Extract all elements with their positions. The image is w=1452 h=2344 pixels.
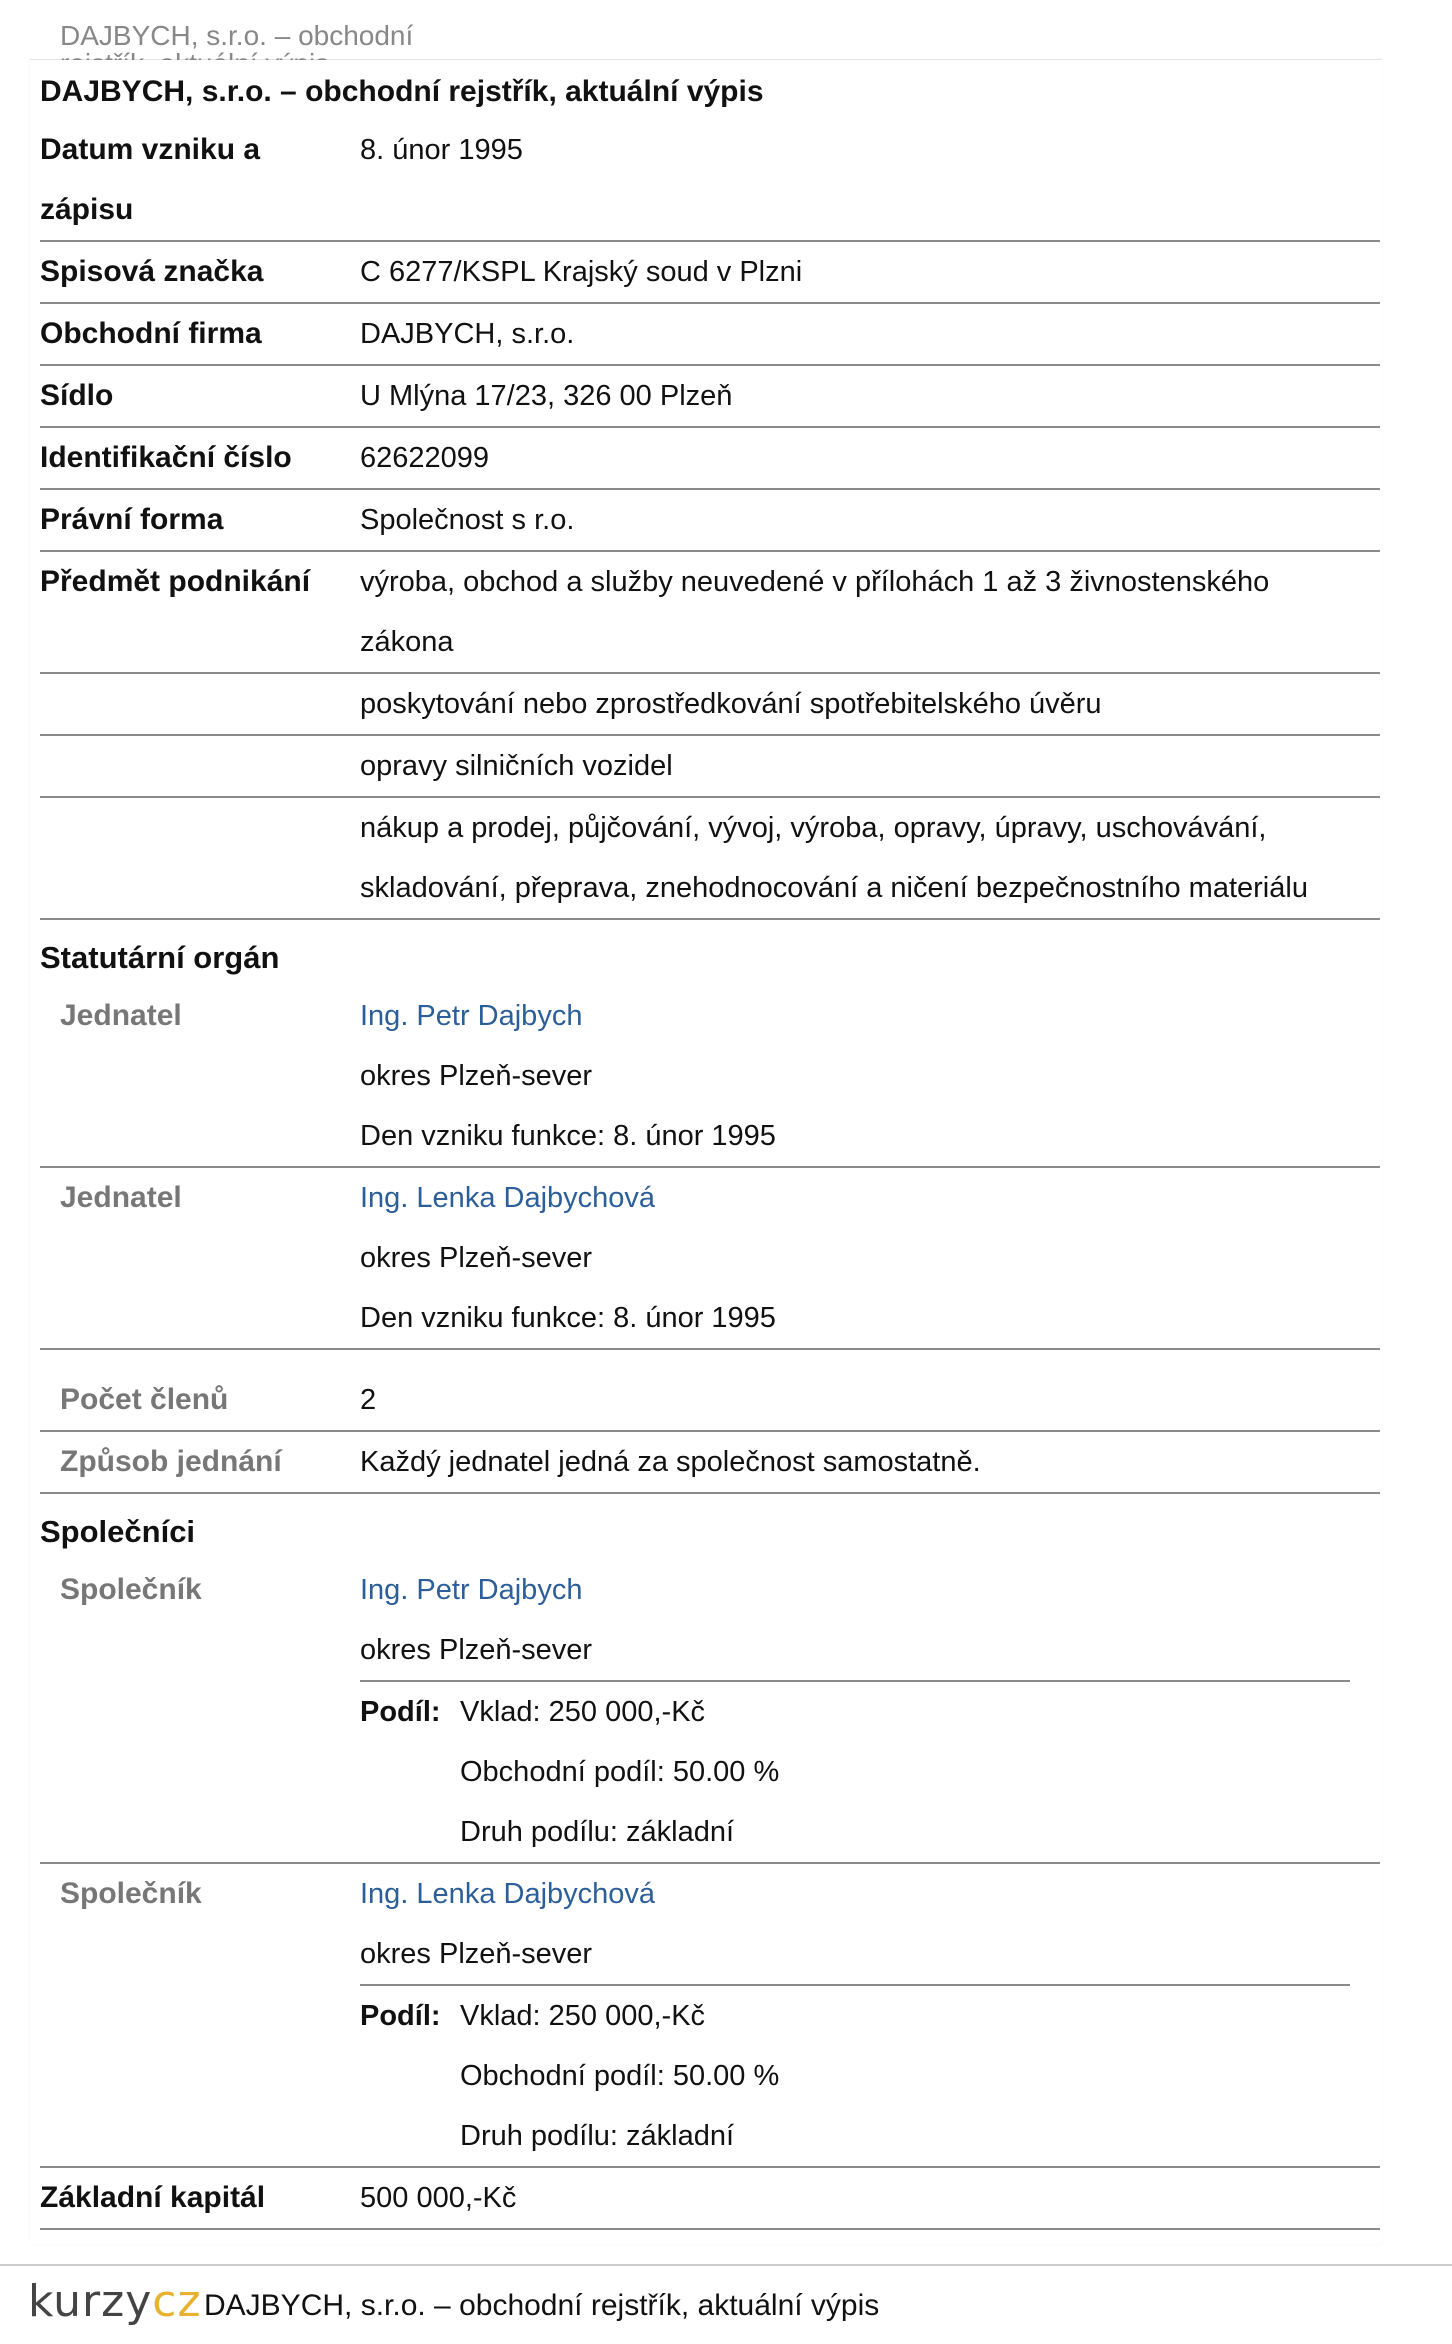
label-zpusob-jednani: Způsob jednání [60, 1445, 282, 1478]
value-sidlo: U Mlýna 17/23, 326 00 Plzeň [360, 380, 733, 412]
divider [40, 1348, 1380, 1350]
kurzy-cz-logo[interactable]: kurzycz [28, 2276, 202, 2327]
podil-obchodni: Obchodní podíl: 50.00 % [460, 1756, 780, 1788]
predmet-item-4-line2: skladování, přeprava, znehodnocování a ničení bezpečnostního materiálu [360, 872, 1308, 904]
label-obchodni-firma: Obchodní firma [40, 317, 262, 350]
label-zakladni-kapital: Základní kapitál [40, 2181, 266, 2214]
podil-label: Podíl: [360, 2000, 441, 2032]
value-zakladni-kapital: 500 000,-Kč [360, 2182, 517, 2214]
person-link[interactable]: Ing. Petr Dajbych [360, 1000, 583, 1032]
section-heading-spolecnici: Společníci [40, 1514, 196, 1549]
footer-bar [0, 2264, 1452, 2344]
cropped-previous-line: DAJBYCH, s.r.o. – obchodní [60, 20, 414, 51]
value-ico: 62622099 [360, 442, 490, 474]
predmet-item-1-line2: zákona [360, 626, 454, 658]
footer-title: DAJBYCH, s.r.o. – obchodní rejstřík, aktuální výpis [204, 2289, 880, 2322]
person-okres: okres Plzeň-sever [360, 1060, 593, 1092]
divider [40, 734, 1380, 736]
label-jednatel: Jednatel [60, 1181, 182, 1214]
label-predmet-podnikani: Předmět podnikání [40, 565, 311, 598]
label-sidlo: Sídlo [40, 379, 114, 412]
value-spisova-znacka: C 6277/KSPL Krajský soud v Plzni [360, 256, 803, 288]
label-ico: Identifikační číslo [40, 441, 292, 474]
label-pravni-forma: Právní forma [40, 503, 224, 536]
person-okres: okres Plzeň-sever [360, 1242, 593, 1274]
value-pravni-forma: Společnost s r.o. [360, 504, 575, 536]
person-okres: okres Plzeň-sever [360, 1634, 593, 1666]
predmet-item-1-line1: výroba, obchod a služby neuvedené v přílohách 1 až 3 živnostenského [360, 566, 1270, 598]
divider [40, 1492, 1380, 1494]
podil-druh: Druh podílu: základní [460, 1816, 735, 1848]
predmet-item-2: poskytování nebo zprostředkování spotřebitelského úvěru [360, 688, 1102, 720]
person-den-vzniku: Den vzniku funkce: 8. únor 1995 [360, 1120, 776, 1152]
divider [40, 1862, 1380, 1864]
page-title: DAJBYCH, s.r.o. – obchodní rejstřík, aktuální výpis [40, 75, 764, 108]
section-heading-statutarni: Statutární orgán [40, 940, 280, 975]
predmet-item-4-line1: nákup a prodej, půjčování, vývoj, výroba, opravy, úpravy, uschovávání, [360, 812, 1267, 844]
divider [40, 1166, 1380, 1168]
value-datum-vzniku: 8. únor 1995 [360, 134, 523, 166]
value-pocet-clenu: 2 [360, 1384, 377, 1416]
person-link[interactable]: Ing. Petr Dajbych [360, 1574, 583, 1606]
label-datum-vzniku-2: zápisu [40, 193, 134, 226]
divider [40, 488, 1380, 490]
podil-label: Podíl: [360, 1696, 441, 1728]
label-jednatel: Jednatel [60, 999, 182, 1032]
person-link[interactable]: Ing. Lenka Dajbychová [360, 1878, 656, 1910]
label-spolecnik: Společník [60, 1877, 202, 1910]
person-okres: okres Plzeň-sever [360, 1938, 593, 1970]
label-spolecnik: Společník [60, 1573, 202, 1606]
podil-vklad: Vklad: 250 000,-Kč [460, 2000, 706, 2032]
person-den-vzniku: Den vzniku funkce: 8. únor 1995 [360, 1302, 776, 1334]
person-link[interactable]: Ing. Lenka Dajbychová [360, 1182, 656, 1214]
label-pocet-clenu: Počet členů [60, 1383, 229, 1416]
predmet-item-3: opravy silničních vozidel [360, 750, 673, 782]
podil-obchodni: Obchodní podíl: 50.00 % [460, 2060, 780, 2092]
value-zpusob-jednani: Každý jednatel jedná za společnost samostatně. [360, 1446, 981, 1478]
label-datum-vzniku-1: Datum vzniku a [40, 133, 261, 166]
label-spisova-znacka: Spisová značka [40, 255, 264, 288]
podil-vklad: Vklad: 250 000,-Kč [460, 1696, 706, 1728]
divider [40, 2228, 1380, 2230]
divider [40, 918, 1380, 920]
value-obchodni-firma: DAJBYCH, s.r.o. [360, 318, 575, 350]
podil-druh: Druh podílu: základní [460, 2120, 735, 2152]
